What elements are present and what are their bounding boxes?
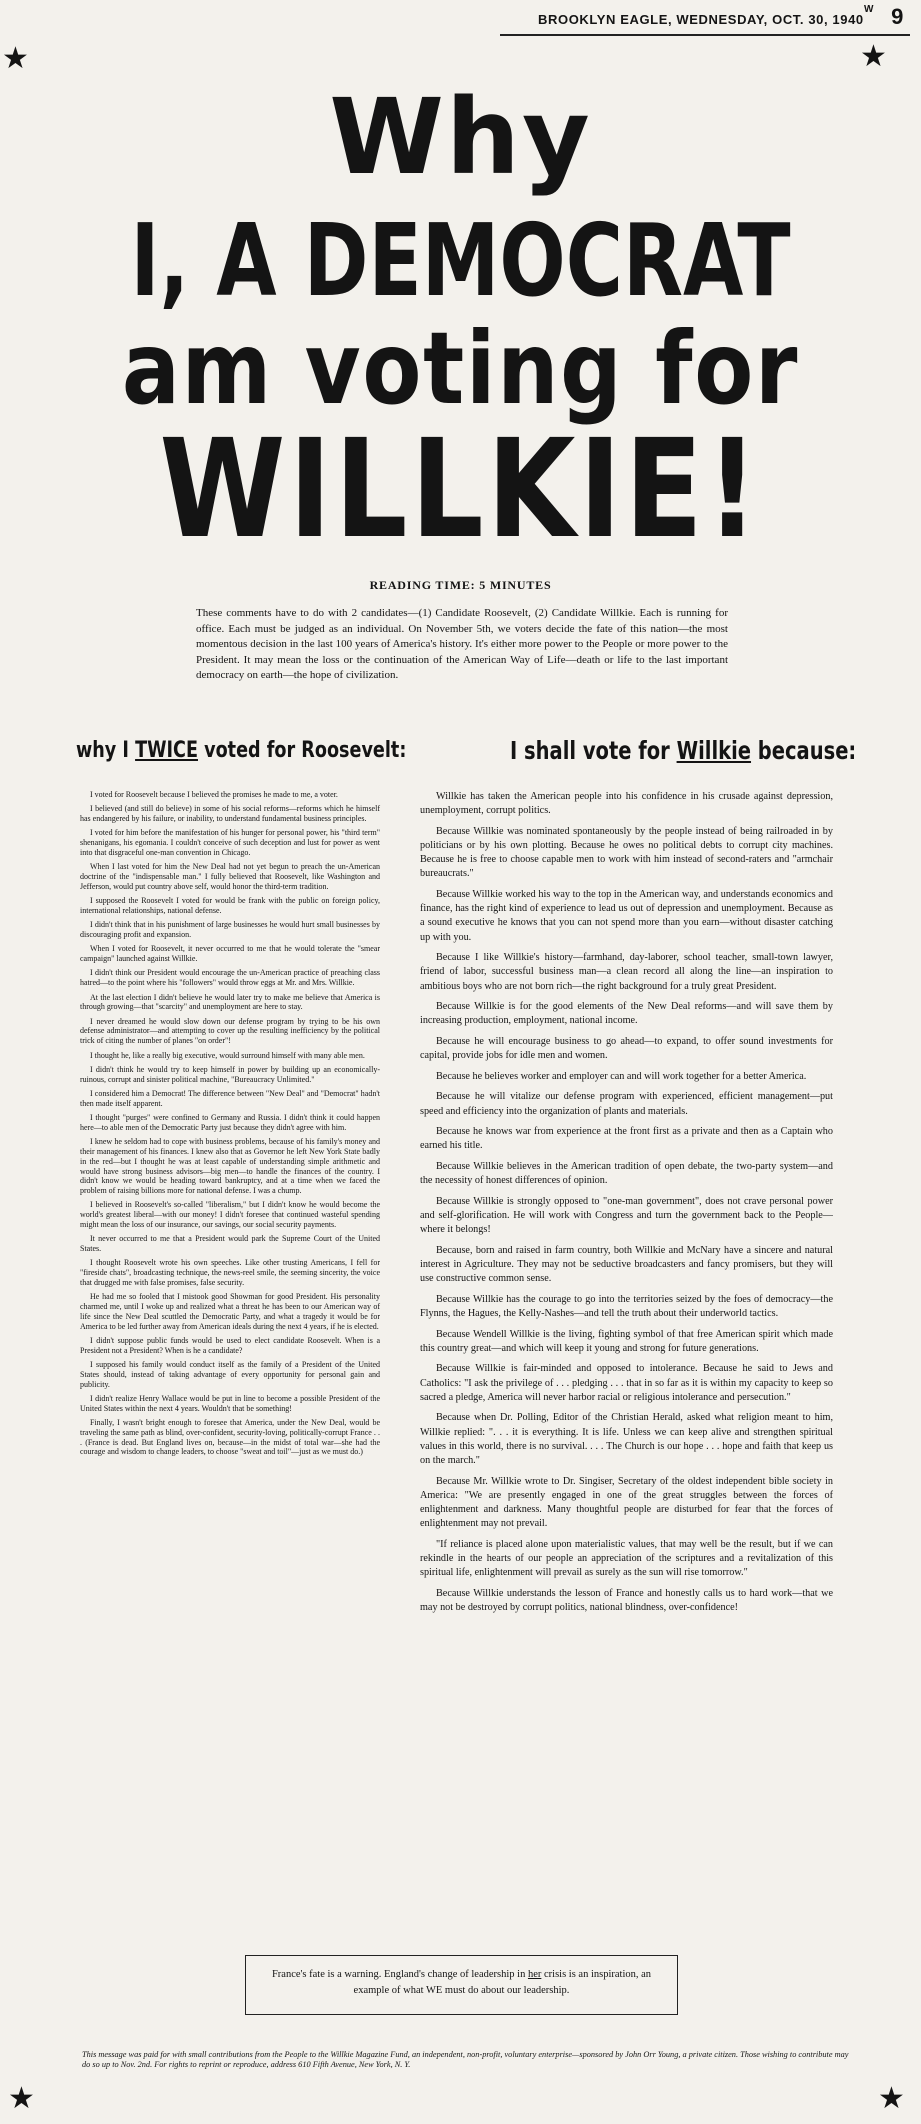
paragraph: I supposed the Roosevelt I voted for would be frank with the public on foreign policy, international relationships, national defense. <box>80 896 380 915</box>
callout-emphasis: her <box>527 1969 542 1980</box>
paragraph: I didn't think he would try to keep himself in power by building up an economically-ruinous, corrupt and sinister political machine, "Bureaucracy Unlimited." <box>80 1064 380 1084</box>
paragraph: I never dreamed he would slow down our defense program by trying to be his own defense administrator—and attempting to cover up the resulting inefficiency by the political trick of citing the number of planes "on order"! <box>80 1016 380 1046</box>
paragraph: I didn't think that in his punishment of large businesses he would hurt small businesses by discouraging profit and expansion. <box>80 920 380 940</box>
paragraph: I didn't realize Henry Wallace would be put in line to become a possible President of the United States within the next 4 years. Wouldn't that be something! <box>80 1393 380 1413</box>
paragraph: Because Willkie is strongly opposed to "one-man government", does not crave personal power and self-glorification. He will work with Congress and turn the government back to the People—where it belongs! <box>420 1195 833 1236</box>
star-icon: ★ <box>8 2081 35 2116</box>
star-icon: ★ <box>2 41 29 76</box>
star-icon: ★ <box>878 2081 905 2116</box>
paragraph: Because Willkie is fair-minded and opposed to intolerance. Because he said to Jews and Catholics: "I ask the privilege of . . . pledging . . . that in so far as it is within my capacity to keep so sacred a pledge, America will never harbor racial or religious intolerance and persecution." <box>420 1363 833 1403</box>
paragraph: Because Mr. Willkie wrote to Dr. Singiser, Secretary of the oldest independent bible society in America: "We are presently engaged in one of the great struggles between the forces of enlightenment and darkness. Many thoughtful people are disturbed for fear that the forces of enlightenment may not prevail. <box>420 1475 833 1530</box>
headline-line-3: am voting for <box>121 310 800 427</box>
paragraph: When I voted for Roosevelt, it never occurred to me that he would tolerate the "smear campaign" launched against Willkie. <box>80 944 380 964</box>
paragraph: I knew he seldom had to cope with business problems, because of his family's money and their management of his finances. I knew also that as Governor he left New York State badly in the red—but I thought he was at least capable of understanding simple arithmetic and would have strong business advisors—big men—to handle the finances of the country. I didn't know we would be heading toward bankruptcy, and at a time when we faced the problem of raising billions more for national defense. I was a chump. <box>80 1137 380 1196</box>
paragraph: Because Willkie was nominated spontaneously by the people instead of being railroaded in by politicians or by his own plotting. Because he owes no political debts to corrupt city machines. Because he is free to choose capable men to work with him instead of second-raters and "armchair bureaucrats." <box>420 825 833 880</box>
paragraph: I believed in Roosevelt's so-called "liberalism," but I didn't know he would become the world's greatest liberal—with our money! I didn't foresee that continued wasteful spending might mean the loss of our insurance, our savings, our social security payments. <box>80 1200 380 1229</box>
paragraph: I voted for him before the manifestation of his hunger for personal power, his "third term" shenanigans, his egomania. I couldn't conceive of such deception and lust for power as went into that disgraceful one-man convention in Chicago. <box>80 828 380 857</box>
right-column-body <box>420 790 833 1622</box>
paragraph: Because Willkie worked his way to the top in the American way, and understands economics and finance, has the right kind of experience to lead us out of depression and unemployment. Because as a sound executive he knows that you can not spend more than you earn—without disaster catching up with you. <box>420 889 833 943</box>
paragraph: Because he knows war from experience at the front first as a private and then as a Captain who earned his title. <box>420 1126 833 1152</box>
masthead <box>500 6 910 36</box>
paragraph: When I last voted for him the New Deal had not yet begun to preach the un-American doctrine of the "indispensable man." I fully believed that Roosevelt, like Washington and Jefferson, would put country above self, would honor the third-term tradition. <box>80 862 380 891</box>
paragraph: Because I like Willkie's history—farmhand, day-laborer, school teacher, small-town lawyer, friend of labor, successful business man—a clean record all along the line—an inspiration to ambitious boys who are not born rich—the right background for a truly great President. <box>420 952 833 992</box>
callout-box: France's fate is a warning. England's change of leadership in her crisis is an inspiration, an example of what WE must do about our leadership. <box>245 1955 678 2015</box>
paragraph: I didn't think our President would encourage the un-American practice of preaching class hatred—to the point where his "followers" would throw eggs at Mr. and Mrs. Willkie. <box>80 968 380 988</box>
emphasis-willkie: Willkie <box>676 736 752 765</box>
reading-time: READING TIME: 5 MINUTES <box>369 578 552 592</box>
paragraph: Because Wendell Willkie is the living, fighting symbol of that free American spirit which made this country great—and which will keep it young and strong for future generations. <box>420 1328 833 1354</box>
masthead-mark: W <box>863 4 874 15</box>
paragraph: Because, born and raised in farm country, both Willkie and McNary have a sincere and natural interest in Agriculture. They may not be seductive broadcasters and fancy promisers, but they will use constructive common sense. <box>420 1244 833 1285</box>
headline-line-1: Why <box>329 76 592 198</box>
paragraph: Because he believes worker and employer can and will work together for a better America. <box>436 1070 807 1082</box>
paragraph: Because Willkie is for the good elements of the New Deal reforms—and will save them by increasing production, employment, national income. <box>420 1001 833 1027</box>
page-number: 9 <box>891 4 904 29</box>
headline-line-4: WILLKIE! <box>159 411 762 569</box>
paragraph: I thought Roosevelt wrote his own speeches. Like other trusting Americans, I fell for "fireside chats", broadcasting technique, the news-reel smile, the seeming sincerity, the voice that drugged me with false promises, false security. <box>80 1258 380 1287</box>
paragraph: I thought he, like a really big executive, would surround himself with many able men. <box>90 1050 365 1060</box>
paragraph: It never occurred to me that a President would park the Supreme Court of the United States. <box>80 1234 380 1254</box>
paragraph: I thought "purges" were confined to Germany and Russia. I didn't think it could happen here—to able men of the Democratic Party just because they didn't agree with him. <box>80 1113 380 1132</box>
paragraph: Because he will encourage business to go ahead—to expand, to offer sound investments for capital, provide jobs for idle men and women. <box>420 1036 833 1062</box>
paragraph: Willkie has taken the American people into his confidence in his crusade against depression, unemployment, corrupt politics. <box>420 791 833 817</box>
footer-notice: This message was paid for with small contributions from the People to the Willkie Magazine Fund, an independent, non-profit, voluntary enterprise—sponsored by John Orr Young, a private citizen. Those wishing to contribute may do so up to Nov. 2nd. For rights to reprint or reproduce, address 610 Fifth Avenue, New York, N. Y. <box>82 2050 849 2069</box>
paragraph: I didn't suppose public funds would be used to elect candidate Roosevelt. When is a President not a President? When is he a candidate? <box>80 1335 380 1355</box>
paragraph: He had me so fooled that I mistook good Showman for good President. His personality charmed me, until I woke up and realized what a threat he has been to our American way of life since the New Deal scuttled the Democratic Party, and what a tragedy it would be for America to be led further away from American ideals during the next 4 years, if he is elected. <box>80 1292 380 1331</box>
left-column-body <box>80 790 380 1462</box>
paragraph: Finally, I wasn't bright enough to foresee that America, under the New Deal, would be traveling the same path as blind, over-confident, security-loving, politically-corrupt France . . . (France is dead. But England lives on, because—in the midst of total war—she had the courage and wisdom to change leaders, to choose "sweat and toil"—just as we must do.) <box>80 1418 380 1457</box>
paragraph: Because he will vitalize our defense program with experienced, efficient management—put speed and efficiency into the organization of plants and materials. <box>420 1091 833 1117</box>
right-column-heading: I shall vote for Willkie because: <box>510 736 857 765</box>
intro-paragraph: These comments have to do with 2 candidates—(1) Candidate Roosevelt, (2) Candidate Willkie. Each is running for office. Each must be judged as an individual. On November 5th, we voters decide the fate of this nation—the most momentous decision in the last 100 years of America's history. It's either more power to the People or more power to the President. It may mean the loss or the continuation of the American Way of Life—death or life to the last important democracy on earth—the hope of civilization. <box>196 607 728 681</box>
masthead-dateline: BROOKLYN EAGLE, WEDNESDAY, OCT. 30, 1940 <box>538 12 864 27</box>
paragraph: "If reliance is placed alone upon materialistic values, that may well be the result, but if we can rekindle in the hearts of our people an appreciation of the scriptures and a revitalization of this spiritual life, enlightenment will prevail as surely as the sun will rise tomorrow." <box>420 1538 833 1579</box>
paragraph: Because when Dr. Polling, Editor of the Christian Herald, asked what religion meant to him, Willkie replied: ". . . it is everything. It is life. Unless we can keep alive and strengthen spiritual values in this world, there is no survival. . . . The Church is our hope . . . hope and faith that keep us on the march." <box>420 1412 833 1466</box>
paragraph: I voted for Roosevelt because I believed the promises he made to me, a voter. <box>90 790 338 799</box>
paragraph: Because Willkie understands the lesson of France and honestly calls us to hard work—that we may not be destroyed by corrupt politics, national blindness, over-confidence! <box>420 1587 833 1613</box>
paragraph: I considered him a Democrat! The difference between "New Deal" and "Democrat" hadn't then made itself apparent. <box>80 1088 380 1108</box>
headline-line-2: I, A DEMOCRAT <box>130 202 791 319</box>
emphasis-twice: TWICE <box>135 738 198 763</box>
paragraph: Because Willkie believes in the American tradition of open debate, the two-party system—and the necessity of honest differences of opinion. <box>420 1160 833 1187</box>
paragraph: At the last election I didn't believe he would later try to make me believe that America is through growing—that "scarcity" and unemployment are here to stay. <box>80 992 380 1012</box>
paragraph: I believed (and still do believe) in some of his social reforms—reforms which he himself has endangered by his failure, or inability, to understand fundamental business principles. <box>80 804 380 824</box>
paragraph: I supposed his family would conduct itself as the family of a President of the United States should, instead of taking advantage of every opportunity for personal gain and publicity. <box>80 1360 380 1389</box>
left-column-heading: why I TWICE voted for Roosevelt: <box>76 738 407 763</box>
paragraph: Because Willkie has the courage to go into the territories seized by the foes of democracy—the Flynns, the Hagues, the Kelly-Nashes—and tell the truth about their underworld tactics. <box>420 1293 833 1319</box>
star-icon: ★ <box>860 39 887 74</box>
